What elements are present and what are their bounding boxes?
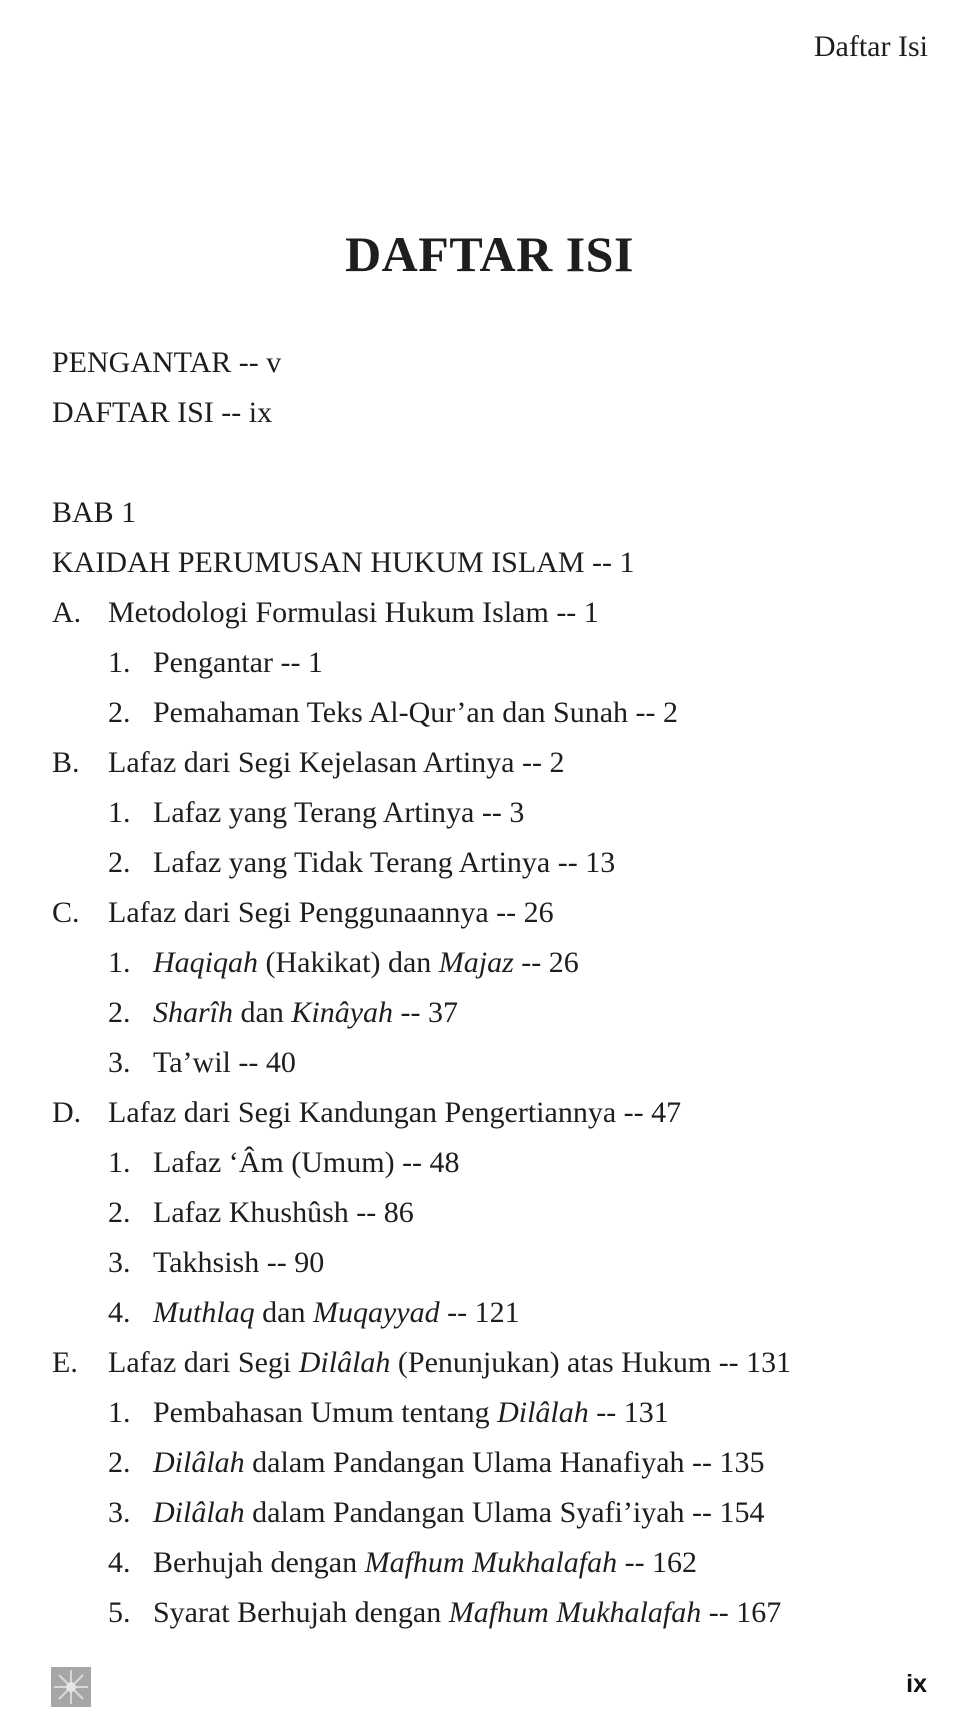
toc-item: [52, 1288, 939, 1338]
item-number: 2.: [108, 696, 131, 729]
section-text: (Penunjukan) atas Hukum -- 131: [390, 1346, 792, 1379]
section-marker: B.: [52, 746, 80, 779]
toc-item: [52, 1388, 939, 1438]
item-number: 1.: [108, 796, 131, 829]
toc-item: [52, 1138, 939, 1188]
item-page-ref: -- 26: [513, 946, 579, 979]
item-number: 1.: [108, 646, 131, 679]
toc-item: [52, 638, 939, 688]
item-term-italic: Mafhum Mukhalafah: [448, 1596, 702, 1629]
item-number: 2.: [108, 846, 131, 879]
item-term-italic: Dilâlah: [497, 1396, 589, 1429]
toc-section: [52, 888, 939, 938]
item-number: 1.: [108, 1146, 131, 1179]
running-header: Daftar Isi: [813, 30, 928, 63]
item-page-ref: -- 162: [617, 1546, 698, 1579]
section-marker: D.: [52, 1096, 82, 1129]
item-number: 4.: [108, 1546, 131, 1579]
toc-entry-pengantar: PENGANTAR -- v: [52, 346, 282, 379]
item-term-italic: Dilâlah: [153, 1446, 245, 1479]
section-marker: C.: [52, 896, 80, 929]
table-of-contents: [52, 338, 939, 1638]
toc-item: [52, 1538, 939, 1588]
item-page-ref: -- 131: [588, 1396, 669, 1429]
page-title: DAFTAR ISI: [345, 226, 634, 282]
section-text: Lafaz dari Segi Kejelasan Artinya -- 2: [108, 746, 565, 779]
toc-section: [52, 588, 939, 638]
toc-item: [52, 1188, 939, 1238]
item-term-italic: Muthlaq: [153, 1296, 255, 1329]
item-term-italic: Mafhum Mukhalafah: [364, 1546, 618, 1579]
item-text: dalam Pandangan Ulama Hanafiyah -- 135: [244, 1446, 765, 1479]
section-text: Lafaz dari Segi: [108, 1346, 299, 1379]
item-term-italic: Kinâyah: [291, 996, 394, 1029]
item-text: dan: [233, 996, 292, 1029]
item-page-ref: -- 37: [393, 996, 458, 1029]
item-text: Berhujah dengan: [153, 1546, 365, 1579]
item-term-italic: Dilâlah: [153, 1496, 245, 1529]
item-text: Takhsish -- 90: [153, 1246, 325, 1279]
toc-entry-daftar-isi: DAFTAR ISI -- ix: [52, 396, 273, 429]
chapter-label: BAB 1: [52, 496, 137, 529]
toc-item: [52, 788, 939, 838]
item-number: 4.: [108, 1296, 131, 1329]
item-term-italic: Sharîh: [153, 996, 234, 1029]
item-number: 2.: [108, 1196, 131, 1229]
item-number: 2.: [108, 1446, 131, 1479]
item-number: 3.: [108, 1246, 131, 1279]
toc-item: [52, 688, 939, 738]
item-text: Pembahasan Umum tentang: [153, 1396, 498, 1429]
item-text: Pengantar -- 1: [153, 646, 323, 679]
item-text: (Hakikat) dan: [258, 946, 439, 979]
item-text: Pemahaman Teks Al-Qur’an dan Sunah -- 2: [153, 696, 678, 729]
item-text: Lafaz Khushûsh -- 86: [153, 1196, 414, 1229]
toc-spacer: [52, 438, 939, 488]
item-text: Syarat Berhujah dengan: [153, 1596, 449, 1629]
toc-item: [52, 1488, 939, 1538]
item-text: dalam Pandangan Ulama Syafi’iyah -- 154: [244, 1496, 765, 1529]
toc-item: [52, 1038, 939, 1088]
item-text: Lafaz yang Tidak Terang Artinya -- 13: [153, 846, 616, 879]
item-number: 1.: [108, 1396, 131, 1429]
toc-item: [52, 838, 939, 888]
section-marker: A.: [52, 596, 82, 629]
item-text: dan: [254, 1296, 313, 1329]
item-number: 2.: [108, 996, 131, 1029]
item-page-ref: -- 167: [701, 1596, 782, 1629]
item-text: Ta’wil -- 40: [153, 1046, 296, 1079]
section-marker: E.: [52, 1346, 78, 1379]
toc-section: [52, 1088, 939, 1138]
star-ornament-icon: [51, 1667, 91, 1707]
item-number: 3.: [108, 1496, 131, 1529]
toc-item: [52, 1238, 939, 1288]
item-term-italic: Majaz: [438, 946, 514, 979]
item-term-italic: Muqayyad: [313, 1296, 440, 1329]
item-page-ref: -- 121: [439, 1296, 520, 1329]
item-number: 3.: [108, 1046, 131, 1079]
item-text: Lafaz ‘Âm (Umum) -- 48: [153, 1146, 460, 1179]
toc-item: [52, 938, 939, 988]
section-text: Metodologi Formulasi Hukum Islam -- 1: [108, 596, 599, 629]
section-text: Lafaz dari Segi Penggunaannya -- 26: [108, 896, 554, 929]
item-number: 5.: [108, 1596, 131, 1629]
item-number: 1.: [108, 946, 131, 979]
chapter-title: KAIDAH PERUMUSAN HUKUM ISLAM -- 1: [52, 546, 635, 579]
toc-item: [52, 1588, 939, 1638]
toc-section: [52, 738, 939, 788]
item-term-italic: Haqiqah: [153, 946, 258, 979]
toc-item: [52, 988, 939, 1038]
section-text: Lafaz dari Segi Kandungan Pengertiannya -- 47: [108, 1096, 682, 1129]
section-term-italic: Dilâlah: [298, 1346, 391, 1379]
toc-section: [52, 1338, 939, 1388]
item-text: Lafaz yang Terang Artinya -- 3: [153, 796, 525, 829]
page-number: ix: [906, 1670, 927, 1698]
toc-item: [52, 1438, 939, 1488]
